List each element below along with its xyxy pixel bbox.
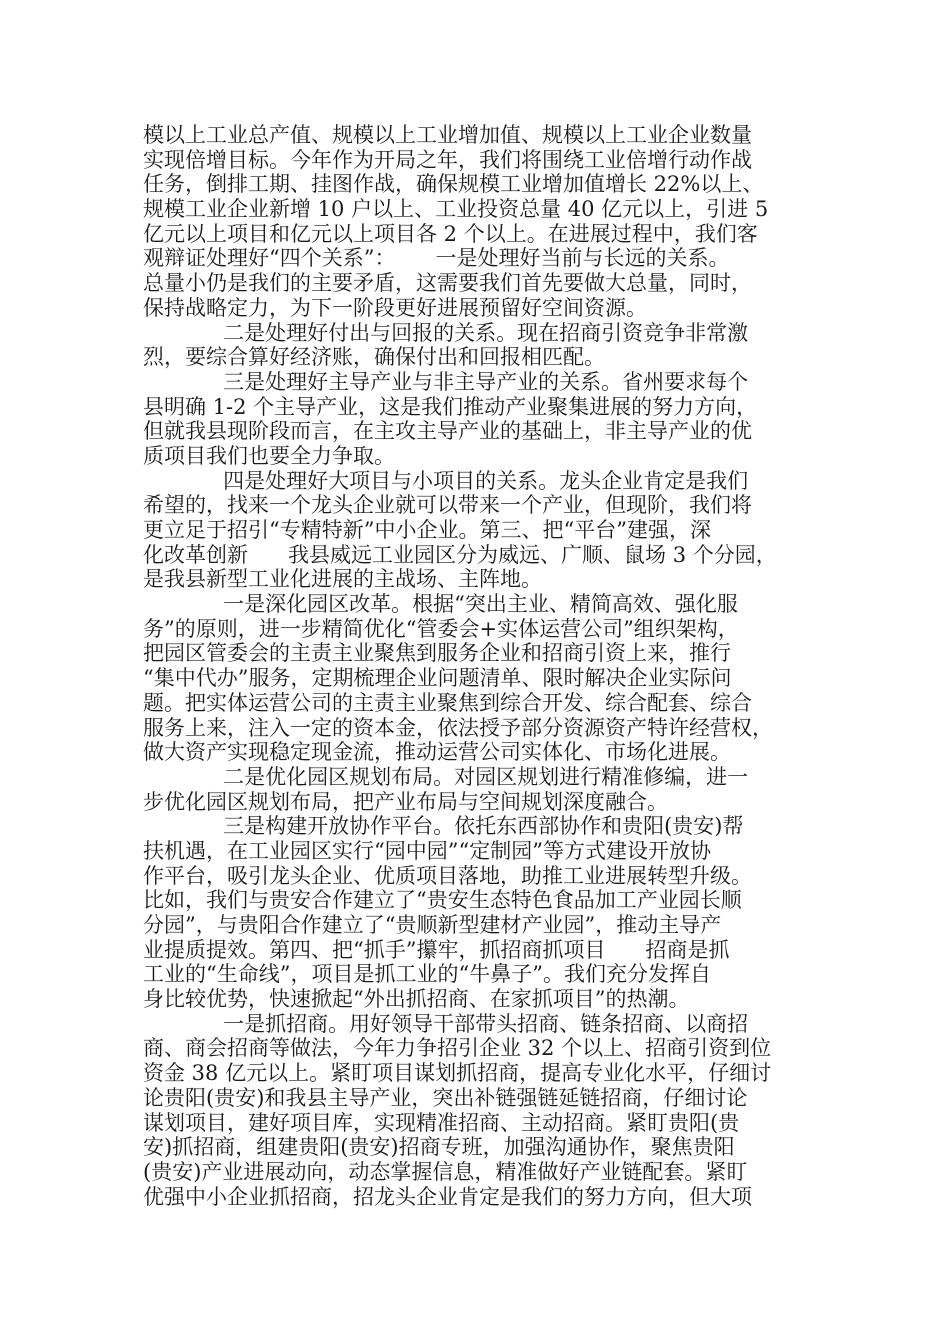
text-line: 规模工业企业新增 10 户以上、工业投资总量 40 亿元以上，引进 5 (143, 197, 769, 222)
text-line: 二是处理好付出与回报的关系。现在招商引资竞争非常激 (143, 320, 749, 345)
text-line: 三是构建开放协作平台。依托东西部协作和贵阳(贵安)帮 (143, 814, 744, 839)
text-line: 扶机遇，在工业园区实行“园中园”“定制园”等方式建设开放协 (143, 838, 711, 863)
text-line: 一是深化园区改革。根据“突出主业、精简高效、强化服 (143, 592, 738, 617)
text-line: 业提质提效。第四、把“抓手”攥牢，抓招商抓项目 招商是抓 (143, 937, 730, 962)
text-line: 务”的原则，进一步精简优化“管委会+实体运营公司”组织架构， (143, 616, 739, 641)
text-line: 身比较优势，快速掀起“外出抓招商、在家抓项目”的热潮。 (143, 987, 690, 1012)
text-line: 优强中小企业抓招商，招龙头企业肯定是我们的努力方向，但大项 (143, 1184, 752, 1209)
text-line: 化改革创新 我县威远工业园区分为威远、广顺、鼠场 3 个分园， (143, 542, 777, 567)
text-line: 总量小仍是我们的主要矛盾，这需要我们首先要做大总量，同时， (143, 271, 752, 296)
text-line: 但就我县现阶段而言，在主攻主导产业的基础上，非主导产业的优 (143, 419, 752, 444)
text-line: 烈，要综合算好经济账，确保付出和回报相匹配。 (143, 345, 605, 370)
text-line: 资金 38 亿元以上。紧盯项目谋划抓招商，提高专业化水平，仔细讨 (143, 1061, 772, 1086)
text-line: 是我县新型工业化进展的主战场、主阵地。 (143, 567, 542, 592)
text-line: 一是抓招商。用好领导干部带头招商、链条招商、以商招 (143, 1011, 749, 1036)
text-line: 步优化园区规划布局，把产业布局与空间规划深度融合。 (143, 789, 668, 814)
text-line: 安)抓招商，组建贵阳(贵安)招商专班，加强沟通协作，聚焦贵阳 (143, 1135, 735, 1160)
text-line: 观辩证处理好“四个关系”： 一是处理好当前与长远的关系。 (143, 246, 730, 271)
text-line: 论贵阳(贵安)和我县主导产业，突出补链强链延链招商，仔细讨论 (143, 1085, 748, 1110)
text-line: (贵安)产业进展动向，动态掌握信息，精准做好产业链配套。紧盯 (143, 1159, 748, 1184)
text-line: 题。把实体运营公司的主责主业聚焦到综合开发、综合配套、综合 (143, 690, 752, 715)
text-line: 希望的，找来一个龙头企业就可以带来一个产业，但现阶，我们将 (143, 493, 752, 518)
text-line: 四是处理好大项目与小项目的关系。龙头企业肯定是我们 (143, 468, 749, 493)
text-line: 工业的“生命线”，项目是抓工业的“牛鼻子”。我们充分发挥自 (143, 962, 711, 987)
text-line: 任务，倒排工期、挂图作战，确保规模工业增加值增长 22%以上、 (143, 172, 764, 197)
text-line: 商、商会招商等做法，今年力争招引企业 32 个以上、招商引资到位 (143, 1036, 772, 1061)
text-line: 分园”，与贵阳合作建立了“贵顺新型建材产业园”，推动主导产 (143, 913, 722, 937)
text-line: “集中代办”服务，定期梳理企业问题清单、限时解决企业实际问 (143, 666, 732, 691)
text-line: 质项目我们也要全力争取。 (143, 443, 395, 468)
text-line: 实现倍增目标。今年作为开局之年，我们将围绕工业倍增行动作战 (143, 147, 752, 172)
text-line: 二是优化园区规划布局。对园区规划进行精准修编，进一 (143, 764, 749, 789)
text-line: 比如，我们与贵安合作建立了“贵安生态特色食品加工产业园长顺 (143, 888, 742, 913)
body-text (143, 123, 813, 1209)
text-line: 保持战略定力，为下一阶段更好进展预留好空间资源。 (143, 295, 647, 320)
text-line: 模以上工业总产值、规模以上工业增加值、规模以上工业企业数量 (143, 123, 752, 147)
text-line: 做大资产实现稳定现金流，推动运营公司实体化、市场化进展。 (143, 740, 731, 765)
text-line: 谋划项目，建好项目库，实现精准招商、主动招商。紧盯贵阳(贵 (143, 1110, 740, 1135)
text-line: 把园区管委会的主责主业聚焦到服务企业和招商引资上来，推行 (143, 641, 731, 666)
text-line: 三是处理好主导产业与非主导产业的关系。省州要求每个 (143, 369, 749, 394)
text-line: 作平台，吸引龙头企业、优质项目落地，助推工业进展转型升级。 (143, 863, 752, 888)
text-line: 县明确 1-2 个主导产业，这是我们推动产业聚集进展的努力方向， (143, 394, 758, 419)
text-line: 更立足于招引“专精特新”中小企业。第三、把“平台”建强，深 (143, 518, 711, 542)
text-line: 亿元以上项目和亿元以上项目各 2 个以上。在进展过程中，我们客 (143, 221, 758, 246)
text-line: 服务上来，注入一定的资本金，依法授予部分资源资产特许经营权， (143, 715, 773, 740)
